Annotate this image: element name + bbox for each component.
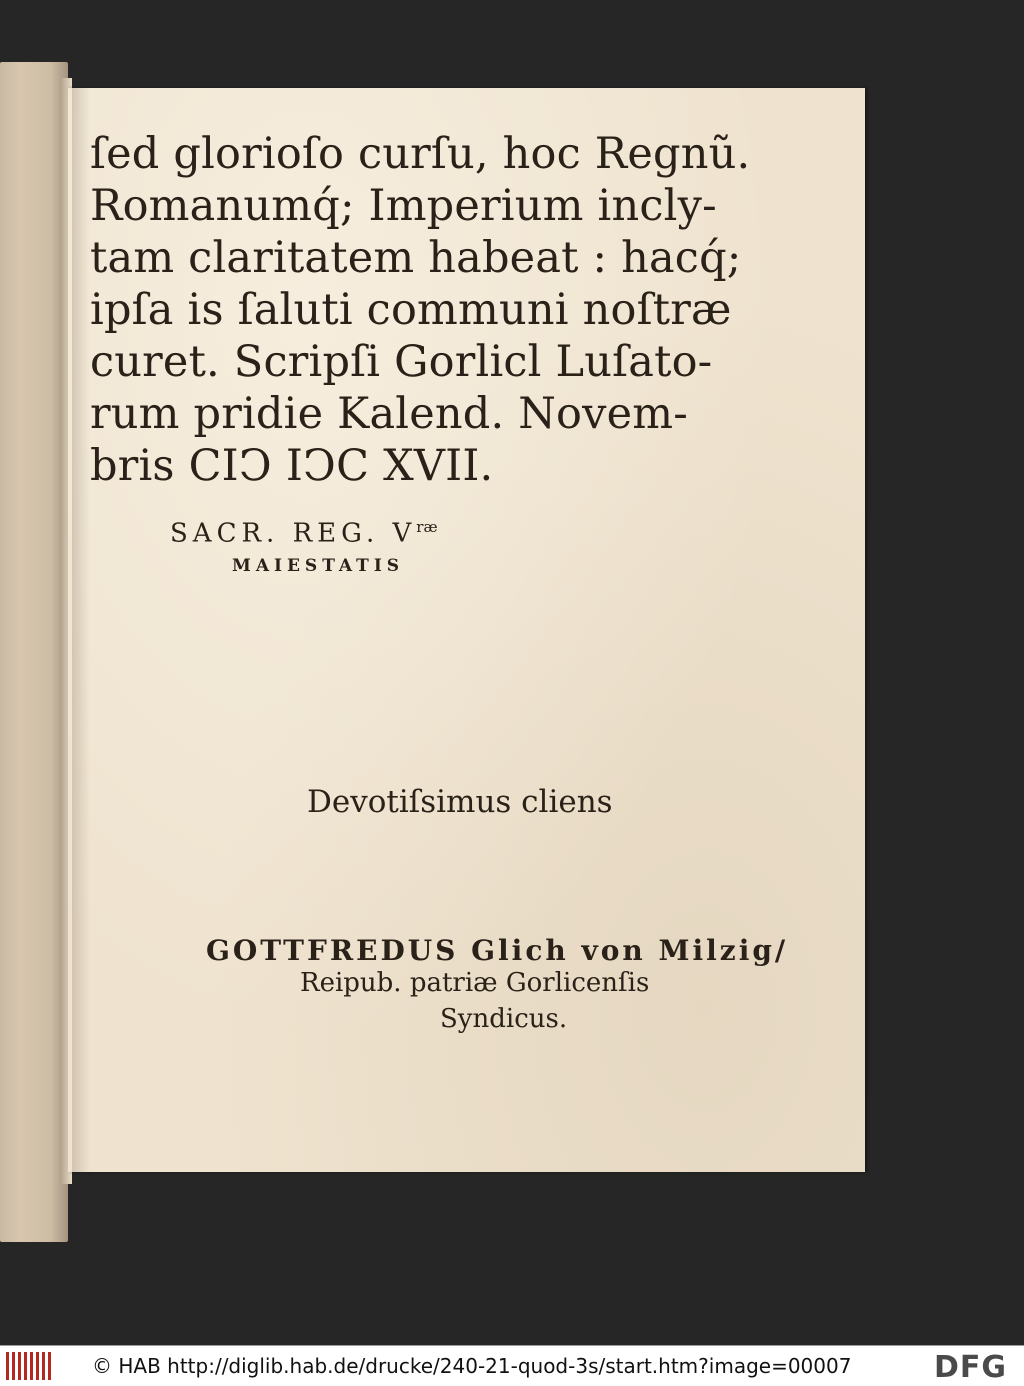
signature-office: Syndicus. bbox=[440, 1004, 568, 1034]
salutation-line-1 bbox=[170, 518, 438, 549]
signature-title: Reipub. patriæ Gorlicenſis bbox=[300, 968, 650, 998]
body-line: ſed glorioſo curſu, hoc Regnũ. bbox=[90, 129, 751, 179]
body-line: Romanumq́; Imperium incly- bbox=[90, 181, 717, 231]
page-gutter-shadow bbox=[72, 88, 90, 1172]
hab-logo-icon bbox=[6, 1352, 52, 1380]
dfg-logo-icon: DFG bbox=[934, 1350, 1008, 1385]
salutation-text: SACR. REG. V bbox=[170, 518, 417, 549]
signature-name: GOTTFREDUS Glich von Milzig/ bbox=[206, 934, 789, 967]
body-line: rum pridie Kalend. Novem- bbox=[90, 389, 688, 439]
viewer-footer bbox=[0, 1345, 1024, 1386]
body-line: curet. Scripſi Gorlicl Luſato- bbox=[90, 337, 713, 387]
body-line: tam claritatem habeat : hacq́; bbox=[90, 233, 742, 283]
closing-text: Devotiſsimus cliens bbox=[307, 784, 613, 820]
body-line: bris CIↃ IↃC XVII. bbox=[90, 441, 494, 491]
body-text bbox=[90, 128, 751, 492]
previous-page-edge bbox=[0, 62, 68, 1242]
copyright-link[interactable]: © HAB http://diglib.hab.de/drucke/240-21-quod-3s/start.htm?image=00007 bbox=[92, 1354, 852, 1378]
salutation-line-2: MAIESTATIS bbox=[232, 556, 405, 576]
salutation-superscript: ræ bbox=[416, 518, 438, 536]
body-line: ipſa is ſaluti communi noſtræ bbox=[90, 285, 732, 335]
